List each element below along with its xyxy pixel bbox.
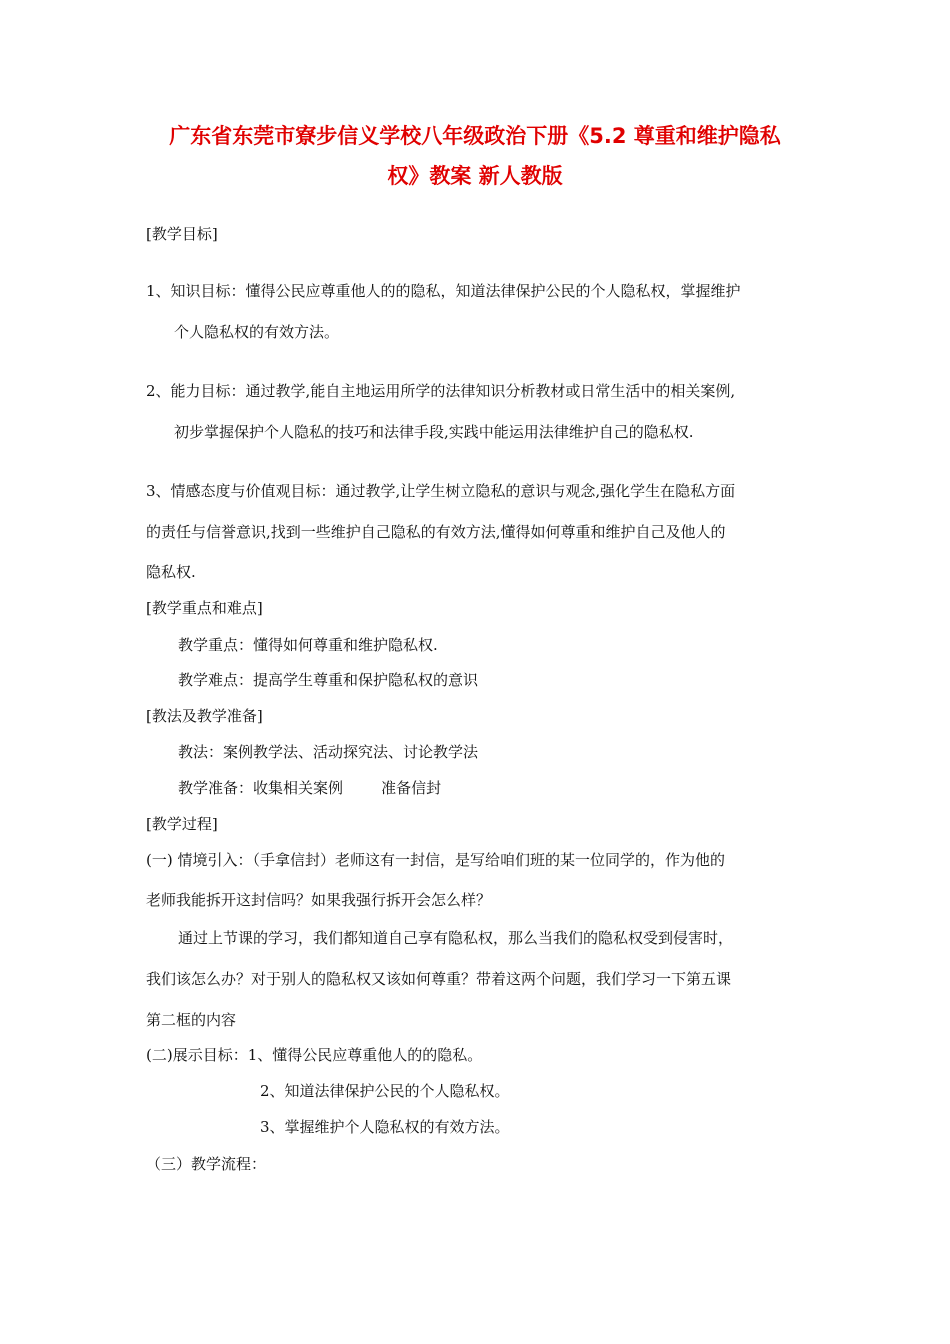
paragraph-line: 我们该怎么办？对于别人的隐私权又该如何尊重？带着这两个问题，我们学习一下第五课	[146, 970, 732, 988]
title-line-1: 广东省东莞市寮步信义学校八年级政治下册《5.2 尊重和维护隐私	[169, 124, 781, 148]
paragraph-line: 教学难点：提高学生尊重和保护隐私权的意识	[178, 671, 479, 689]
paragraph-line: 个人隐私权的有效方法。	[174, 323, 340, 341]
paragraph-line: 2、能力目标：通过教学,能自主地运用所学的法律知识分析教材或日常生活中的相关案例,	[146, 382, 736, 400]
paragraph-line: 老师我能拆开这封信吗？如果我强行拆开会怎么样？	[146, 891, 492, 909]
section-heading-key-points: [教学重点和难点]	[146, 599, 263, 617]
title-line-2: 权》教案 新人教版	[387, 164, 563, 188]
paragraph-line: 教学准备：收集相关案例 准备信封	[178, 779, 442, 797]
paragraph-line: （三）教学流程：	[146, 1155, 267, 1173]
section-heading-process: [教学过程]	[146, 815, 218, 833]
paragraph-line: 第二框的内容	[146, 1011, 237, 1029]
paragraph-line: 隐私权.	[146, 563, 196, 581]
section-heading-methods: [教法及教学准备]	[146, 707, 263, 725]
paragraph-line: (一) 情境引入：（手拿信封）老师这有一封信，是写给咱们班的某一位同学的，作为他的	[146, 851, 725, 869]
paragraph-line: 1、知识目标：懂得公民应尊重他人的的隐私，知道法律保护公民的个人隐私权，掌握维护	[146, 282, 741, 300]
paragraph-line: 3、情感态度与价值观目标：通过教学,让学生树立隐私的意识与观念,强化学生在隐私方面	[146, 482, 736, 500]
paragraph-line: 的责任与信誉意识,找到一些维护自己隐私的有效方法,懂得如何尊重和维护自己及他人的	[146, 523, 726, 541]
paragraph-line: 3、掌握维护个人隐私权的有效方法。	[260, 1118, 510, 1136]
document-title	[140, 116, 810, 196]
section-heading-objectives: [教学目标]	[146, 225, 218, 243]
paragraph-line: 通过上节课的学习，我们都知道自己享有隐私权，那么当我们的隐私权受到侵害时，	[178, 929, 734, 947]
paragraph-line: 2、知道法律保护公民的个人隐私权。	[260, 1082, 510, 1100]
paragraph-line: 初步掌握保护个人隐私的技巧和法律手段,实践中能运用法律维护自己的隐私权.	[174, 423, 694, 441]
paragraph-line: (二)展示目标：1、懂得公民应尊重他人的的隐私。	[146, 1046, 483, 1064]
paragraph-line: 教法：案例教学法、活动探究法、讨论教学法	[178, 743, 479, 761]
paragraph-line: 教学重点：懂得如何尊重和维护隐私权.	[178, 636, 438, 654]
